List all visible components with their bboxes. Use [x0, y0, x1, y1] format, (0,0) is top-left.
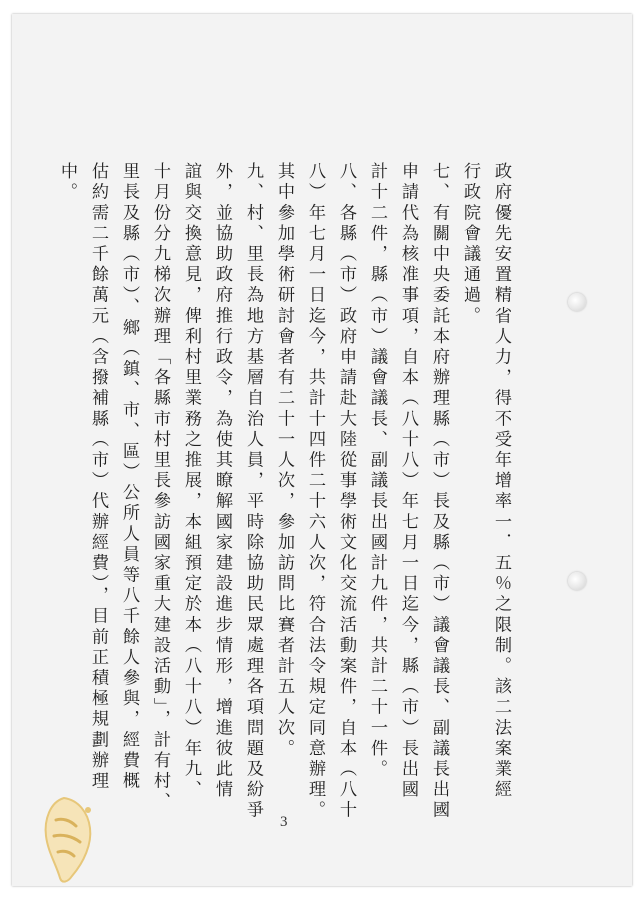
text-column-4: 申請代為核准事項，自本（八十八）年七月一日迄今，縣（市）長出國	[398, 162, 418, 801]
text-column-13: 里長及縣（市）、鄉（鎮、市、區）公所人員等八千餘人參與，經費概	[119, 162, 139, 792]
punch-hole-top	[568, 293, 586, 311]
text-column-7: 八）年七月一日迄今，共計十四件二十六人次，符合法令規定同意辦理。	[305, 162, 325, 822]
text-column-12: 十月份分九梯次辦理「各縣市村里長參訪國家重大建設活動」，計有村、	[150, 162, 170, 813]
document-page	[12, 14, 632, 886]
text-column-11: 誼與交換意見，俾利村里業務之推展，本組預定於本（八十八）年九、	[181, 162, 201, 801]
text-column-6: 八、各縣（市）政府申請赴大陸從事學術文化交流活動案件，自本（八十	[336, 162, 356, 822]
punch-hole-bottom	[568, 572, 586, 590]
text-column-9: 九、村、里長為地方基層自治人員，平時除協助民眾處理各項問題及紛爭	[243, 162, 263, 822]
text-column-2: 行政院會議通過。	[460, 162, 480, 327]
text-column-5: 計十二件，縣（市）議會議長、副議長出國計九件，共計二十一件。	[367, 162, 387, 780]
text-column-8: 其中參加學術研討會者有二十一人次，參加訪問比賽者計五人次。	[274, 162, 294, 760]
page-number: 3	[280, 814, 288, 830]
taiwan-map-logo-icon	[26, 790, 116, 890]
text-column-15: 中。	[57, 162, 77, 204]
text-column-1: 政府優先安置精省人力，得不受年增率一．五％之限制。該二法案業經	[491, 162, 511, 801]
text-column-10: 外，並協助政府推行政令，為使其瞭解國家建設進步情形，增進彼此情	[212, 162, 232, 801]
text-column-3: 七、有關中央委託本府辦理縣（市）長及縣（市）議會議長、副議長出國	[429, 162, 449, 822]
text-column-14: 估約需二千餘萬元（含撥補縣（市）代辦經費），目前正積極規劃辦理	[88, 162, 108, 792]
